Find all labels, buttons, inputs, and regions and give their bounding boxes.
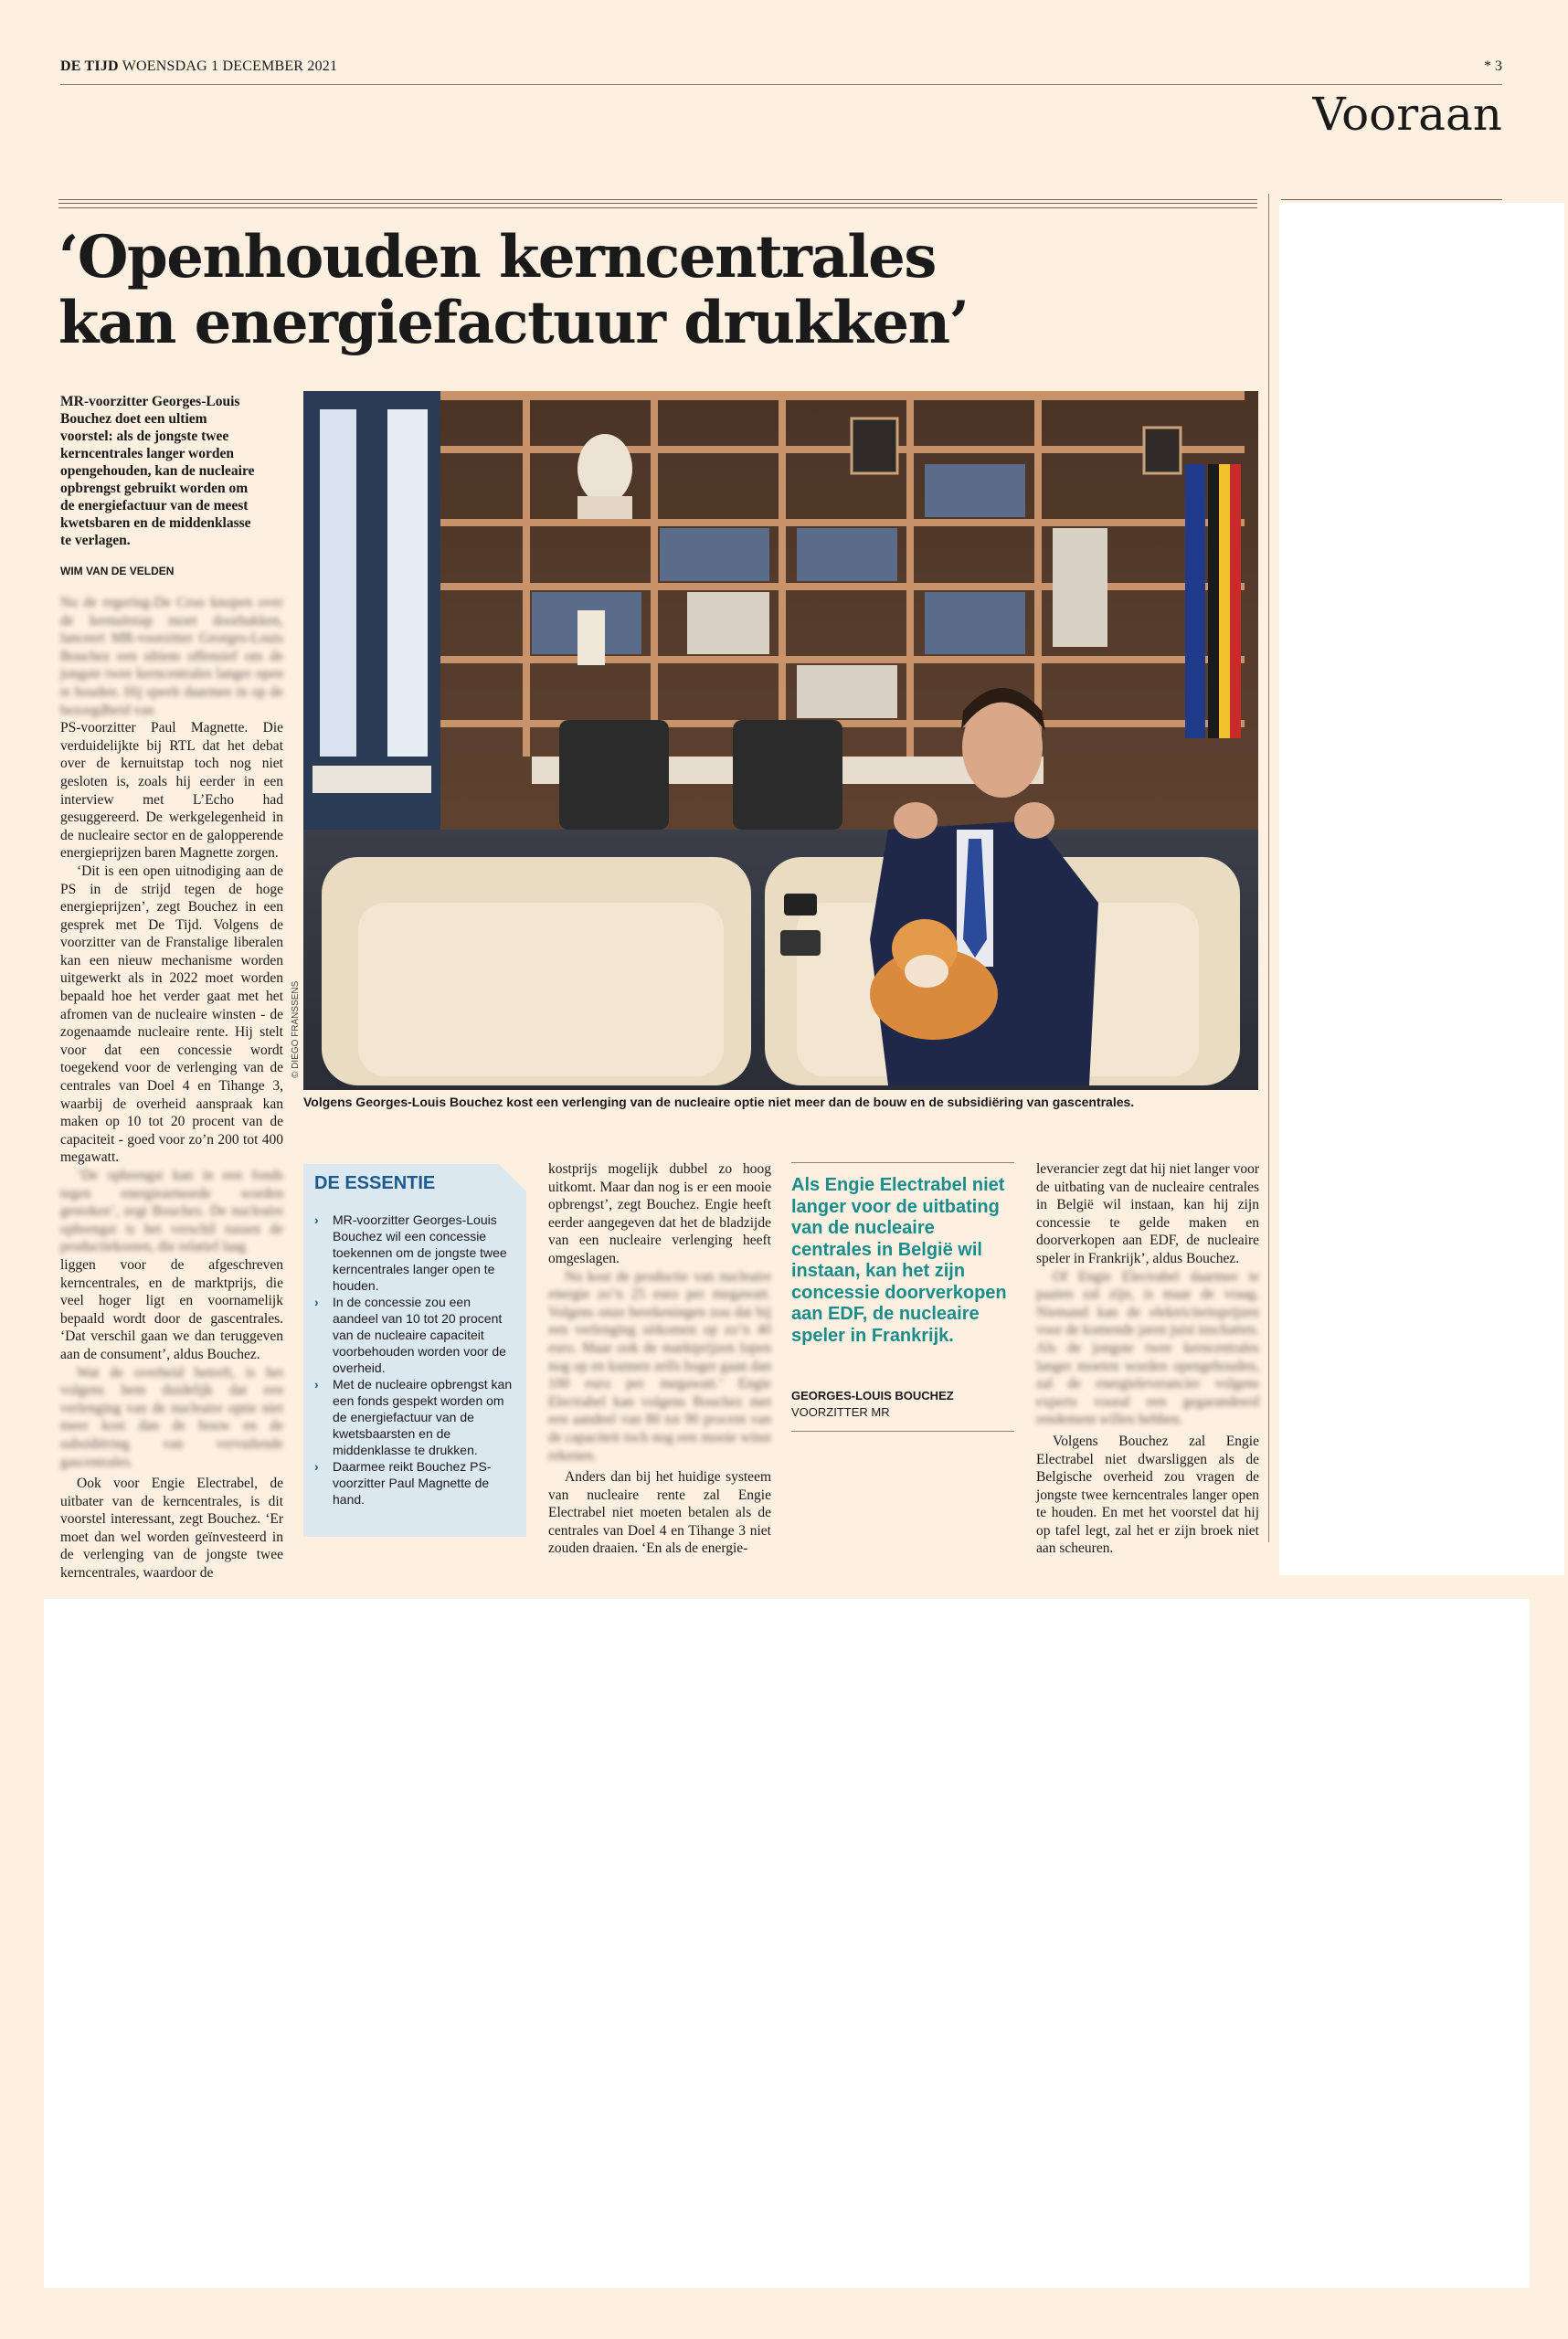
masthead	[60, 58, 337, 75]
list-item: › In de concessie zou een aandeel van 10 tot 20 procent van de nucleaire capaciteit voorbehouden worden voor de overheid.	[314, 1295, 506, 1375]
quote-bottom-rule	[791, 1431, 1014, 1432]
page-number: * 3	[1484, 58, 1502, 74]
paper-name: DE TIJD	[60, 58, 119, 74]
headline-rule	[58, 199, 1257, 208]
side-blank-area	[1279, 203, 1564, 1575]
headline-line-2: kan energiefactuur drukken’	[58, 289, 969, 357]
quote-author: GEORGES-LOUIS BOUCHEZ	[791, 1389, 954, 1402]
header-rule	[60, 84, 1502, 85]
office-photo-illustration	[303, 391, 1258, 1090]
body-paragraph: Volgens Bouchez zal Engie Electrabel niet dwarsliggen als de Belgische overheid zou vragen de jongste twee kerncentrales langer open te houden. En met het voorstel dat hij op tafel legt, zal het er zijn broek niet aan scheuren.	[1036, 1433, 1259, 1557]
lead-paragraph: MR-voorzitter Georges-Louis Bouchez doet een ultiem voorstel: als de jongste twee kerncentrales langer worden opengehouden, kan de nucleaire opbrengst gebruikt worden om de energiefactuur van de meest kwetsbaren en de middenklasse te verlagen.	[60, 394, 255, 548]
body-paragraph: Ook voor Engie Electrabel, de uitbater van de kerncentrales, is dit voorstel interessant, zegt Bouchez. ‘Er moet dan wel worden geïnvesteerd in de verlenging van de jongste twee kerncentrales, waardoor de	[60, 1476, 283, 1582]
article-photo	[303, 391, 1258, 1090]
body-paragraph: ‘Dit is een open uitnodiging aan de PS in de strijd tegen de hoge energieprijzen’, zegt Bouchez in een gesprek met De Tijd. Volgens de voorzitter van de Franstalige liberalen kan een nieuw mechanisme worden uitgewerkt als in 2022 moet worden bepaald hoe het verder gaat met het afromen van de nucleaire winsten - de zogenaamde nucleaire rente. Hij stelt voor dat een concessie wordt toegekend voor de verlenging van de centrales van Doel 4 en Tihange 3, waarbij de overheid aanspraak kan maken op 10 tot 20 procent van de capaciteit - goed voor zo’n 200 tot 400 megawatt.	[60, 863, 283, 1166]
body-paragraph: Nu de regering-De Croo knopen over de kernuitstap moet doorhakken, lanceert MR-voorzitter Georges-Louis Bouchez een ultiem offensief om de jongste twee kerncentrales langer open te houden. Hij speelt daarmee in op de bezorgdheid van	[60, 595, 283, 718]
chevron-right-icon: ›	[314, 1295, 319, 1309]
body-paragraph: Nu kost de productie van nucleaire energie zo’n 25 euro per megawatt. Volgens onze berekeningen zou dat bij een verlenging uitkomen op zo’n 40 euro. Maar ook de marktprijzen lopen nog op en kunnen zelfs hoger gaan dan 100 euro per megawatt.’ Engie Electrabel kan volgens Bouchez met een aandeel van 80 tot 90 procent van de capaciteit toch nog een mooie winst rekenen.	[548, 1268, 771, 1464]
body-paragraph: Anders dan bij het huidige systeem van nucleaire rente zal Engie Electrabel niet moeten betalen als de centrales van Doel 4 en Tihange 3 niet zouden draaien. ‘En als de energie-	[548, 1469, 771, 1557]
bottom-blank-area	[44, 1599, 1530, 2288]
photo-credit: © DIEGO FRANSSENS	[291, 980, 301, 1078]
headline	[58, 225, 1155, 356]
body-paragraph: liggen voor de afgeschreven kerncentrales, en de marktprijs, die veel hoger ligt en voornamelijk bepaald wordt door de gascentrales. ‘Dat verschil gaan we dan teruggeven aan de consument’, aldus Bouchez.	[60, 1256, 283, 1362]
column-divider	[1268, 194, 1269, 1542]
body-paragraph: leverancier zegt dat hij niet langer voor de uitbating van de nucleaire centrales in België wil instaan, kan hij zijn concessie te gelde maken en doorverkopen aan EDF, de nucleaire speler in Frankrijk’, aldus Bouchez.	[1036, 1161, 1259, 1266]
essentie-list	[313, 1212, 519, 1508]
essentie-box	[303, 1164, 526, 1537]
column-1	[60, 594, 283, 1582]
byline: WIM VAN DE VELDEN	[60, 565, 175, 577]
column-5	[1036, 1160, 1259, 1558]
issue-date: WOENSDAG 1 DECEMBER 2021	[122, 58, 338, 74]
section-title: Vooraan	[1312, 88, 1502, 141]
list-item: › Daarmee reikt Bouchez PS-voorzitter Paul Magnette de hand.	[314, 1459, 492, 1507]
chevron-right-icon: ›	[314, 1377, 319, 1392]
list-item: › Met de nucleaire opbrengst kan een fonds gespekt worden om de energiefactuur van de kwetsbaarsten en de middenklasse te drukken.	[314, 1377, 513, 1457]
photo-caption: Volgens Georges-Louis Bouchez kost een verlenging van de nucleaire optie niet meer dan de bouw en de subsidiëring van gascentrales.	[303, 1095, 1135, 1109]
body-paragraph: Of Engie Electrabel daarmee te paaien zal zijn, is maar de vraag. Niemand kan de elektriciteitsprijzen voor de komende jaren juist inschatten. Als de jongste twee kerncentrales langer moeten worden opengehouden, zal de energieleverancier volgens experts vooral een gegarandeerd rendement willen hebben.	[1036, 1268, 1259, 1428]
body-paragraph: PS-voorzitter Paul Magnette. Die verduidelijkte bij RTL dat het debat over de kernuitstap toch nog niet gesloten is, zoals hij eerder in een interview met L’Echo had gesuggereerd. De werkgelegenheid in de nucleaire sector en de galopperende energieprijzen baren Magnette zorgen.	[60, 720, 283, 862]
quote-top-rule	[791, 1162, 1014, 1163]
essentie-title: DE ESSENTIE	[314, 1173, 436, 1193]
chevron-right-icon: ›	[314, 1459, 319, 1474]
list-item: › MR-voorzitter Georges-Louis Bouchez wil een concessie toekennen om de jongste twee kerncentrales langer open te houden.	[314, 1212, 507, 1293]
body-paragraph: Wat de overheid betreft, is het volgens hem duidelijk dat een verlenging van de nucleaire optie niet meer kost dan de bouw en de subsidiëring van vervuilende gascentrales.	[60, 1364, 283, 1470]
column-3	[548, 1160, 771, 1558]
body-paragraph: ‘De opbrengst kan in een fonds tegen energiearmoede worden gestoken’, zegt Bouchez. De nucleaire opbrengst is het verschil tussen de productiekosten, die relatief laag	[60, 1168, 283, 1255]
quote-author-role: VOORZITTER MR	[791, 1405, 890, 1419]
headline-line-1: ‘Openhouden kerncentrales	[58, 223, 936, 291]
body-paragraph: kostprijs mogelijk dubbel zo hoog uitkomt. Maar dan nog is er een mooie opbrengst’, zegt Bouchez. Engie heeft eerder aangegeven dat het de bladzijde van een nucleaire verlenging heeft omgeslagen.	[548, 1161, 771, 1266]
pull-quote: Als Engie Electrabel niet langer voor de uitbating van de nucleaire centrales in België wil instaan, kan het zijn concessie doorverkopen aan EDF, de nucleaire speler in Frankrijk.	[791, 1175, 1007, 1346]
chevron-right-icon: ›	[314, 1212, 319, 1227]
